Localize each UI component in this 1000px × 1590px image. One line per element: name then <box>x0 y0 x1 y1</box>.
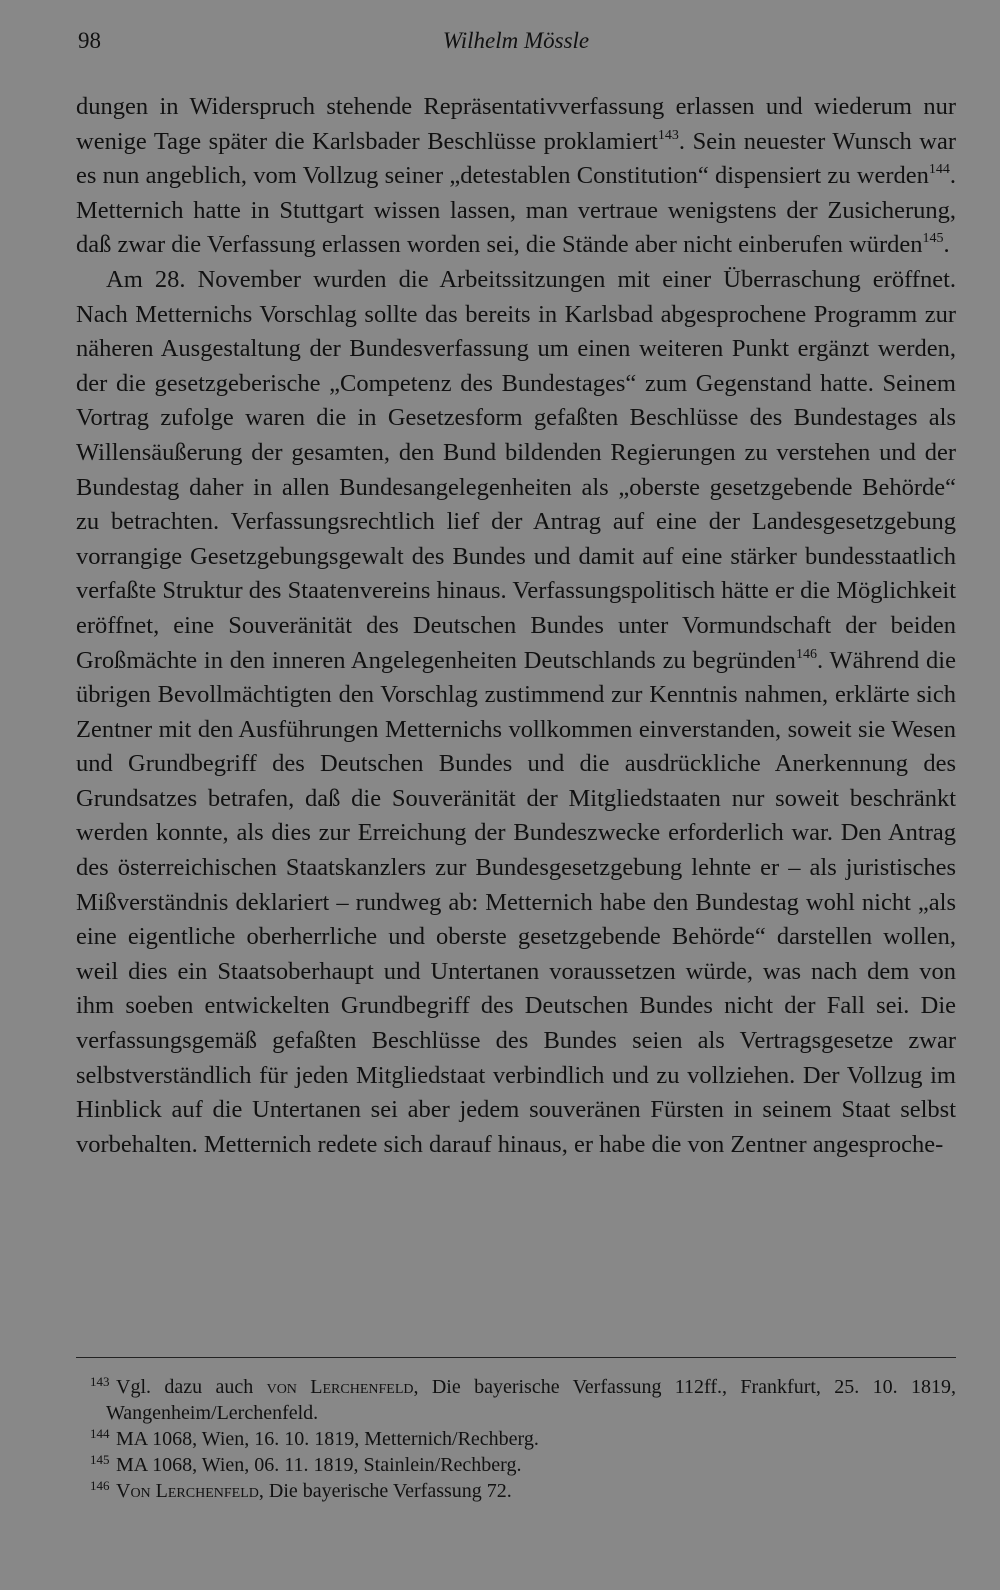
footnote-ref-143[interactable]: 143 <box>657 127 679 143</box>
footnote-text: , Die bayerische Verfassung 72. <box>258 1480 512 1502</box>
text-run: . Metternich hatte in Stuttgart wissen lassen, man vertraue wenigstens der Zusicherung, daß zwar die Verfassung erlassen worden sei, die Stände aber nicht einberufen würden <box>76 162 956 259</box>
footnote-ref-146[interactable]: 146 <box>795 646 817 662</box>
footnote-144: 144 MA 1068, Wien, 16. 10. 1819, Metternich/Rechberg. <box>90 1426 539 1450</box>
text-run: dungen in Widerspruch stehende Repräsentativverfassung erlassen und wiederum nur wenige Tage später die Karlsbader Beschlüsse proklamiert <box>76 93 956 155</box>
paragraph-2 <box>76 263 956 1162</box>
footnote-text: Vgl. dazu auch <box>116 1376 267 1398</box>
footnote-ref-145[interactable]: 145 <box>922 231 944 247</box>
running-head <box>78 28 954 62</box>
footnote-author: von Lerchenfeld <box>266 1376 414 1398</box>
footnotes <box>76 1374 956 1504</box>
footnote-145: 145 MA 1068, Wien, 06. 11. 1819, Stainlein/Rechberg. <box>90 1452 522 1476</box>
page-number: 98 <box>78 28 101 53</box>
paragraph-1 <box>76 90 956 263</box>
footnote-author: Von Lerchenfeld <box>116 1480 259 1502</box>
footnote-text: MA 1068, Wien, 06. 11. 1819, Stainlein/Rechberg. <box>116 1454 522 1476</box>
footnote-146: 146 Von Lerchenfeld, Die bayerische Verfassung 72. <box>90 1478 512 1502</box>
text-run: . Sein neuester Wunsch war es nun angeblich, vom Vollzug seiner „detestablen Constitution“ dispensiert zu werden <box>76 127 956 190</box>
footnote-ref-144[interactable]: 144 <box>928 162 950 178</box>
footnote-143: 143 Vgl. dazu auch von Lerchenfeld, Die bayerische Verfassung 112ff., Frankfurt, 25. 10. 1819, Wangenheim/Lerchenfeld. <box>90 1374 956 1424</box>
footnote-text: , Die bayerische Verfassung 112ff., Frankfurt, 25. 10. 1819, Wangenheim/Lerchenfeld. <box>106 1376 956 1424</box>
footnote-text: MA 1068, Wien, 16. 10. 1819, Metternich/Rechberg. <box>116 1428 539 1450</box>
main-text <box>76 90 956 1162</box>
text-run: . <box>943 231 950 259</box>
running-title: Wilhelm Mössle <box>442 28 590 53</box>
text-run: . Während die übrigen Bevollmächtigten den Vorschlag zustimmend zur Kenntnis nahmen, erklärte sich Zentner mit den Ausführungen Metternichs vollkommen einverstanden, soweit sie Wesen und Grundbegriff des Deutschen Bundes und die ausdrückliche Anerkennung des Grundsatzes betrafen, daß die Souveränität der Mitgliedstaaten nur soweit beschränkt werden konnte, als dies zur Erreichung der Bundeszwecke erforderlich war. Den Antrag des österreichischen Staatskanzlers zur Bundesgesetzgebung lehnte er – als juristisches Mißverständnis deklariert – rundweg ab: Metternich habe den Bundestag wohl nicht „als eine eigentliche oberherrliche und oberste gesetzgebende Behörde“ darstellen wollen, weil dies ein Staatsoberhaupt und Untertanen voraussetzen würde, was nach dem von ihm soeben entwickelten Grundbegriff des Deutschen Bundes nicht der Fall sei. Die verfassungsgemäß gefaßten Beschlüsse des Bundes seien als Vertragsgesetze zwar selbstverständlich für jeden Mitgliedstaat verbindlich und zu vollziehen. Der Vollzug im Hinblick auf die Untertanen sei aber jedem souveränen Fürsten in seinem Staat selbst vorbehalten. Metternich redete sich darauf hinaus, er habe die von Zentner angesproche- <box>76 646 956 1158</box>
text-run: Am 28. November wurden die Arbeitssitzungen mit einer Überraschung eröffnet. Nach Metternichs Vorschlag sollte das bereits in Karlsbad abgesprochene Programm zur näheren Ausgestaltung der Bundesverfassung um einen weiteren Punkt ergänzt werden, der die gesetzgeberische „Competenz des Bundestages“ zum Gegenstand hatte. Seinem Vortrag zufolge waren die in Gesetzesform gefaßten Beschlüsse des Bundestages als Willensäußerung der gesamten, den Bund bildenden Regierungen zu verstehen und der Bundestag daher in allen Bundesangelegenheiten als „oberste gesetzgebende Behörde“ zu betrachten. Verfassungsrechtlich lief der Antrag auf eine der Landesgesetzgebung vorrangige Gesetzgebungsgewalt des Bundes und damit auf eine stärker bundesstaatlich verfaßte Struktur des Staatenvereins hinaus. Verfassungspolitisch hätte er die Möglichkeit eröffnet, eine Souveränität des Deutschen Bundes unter Vormundschaft der beiden Großmächte in den inneren Angelegenheiten Deutschlands zu begründen <box>76 265 956 674</box>
footnote-divider <box>76 1357 956 1358</box>
